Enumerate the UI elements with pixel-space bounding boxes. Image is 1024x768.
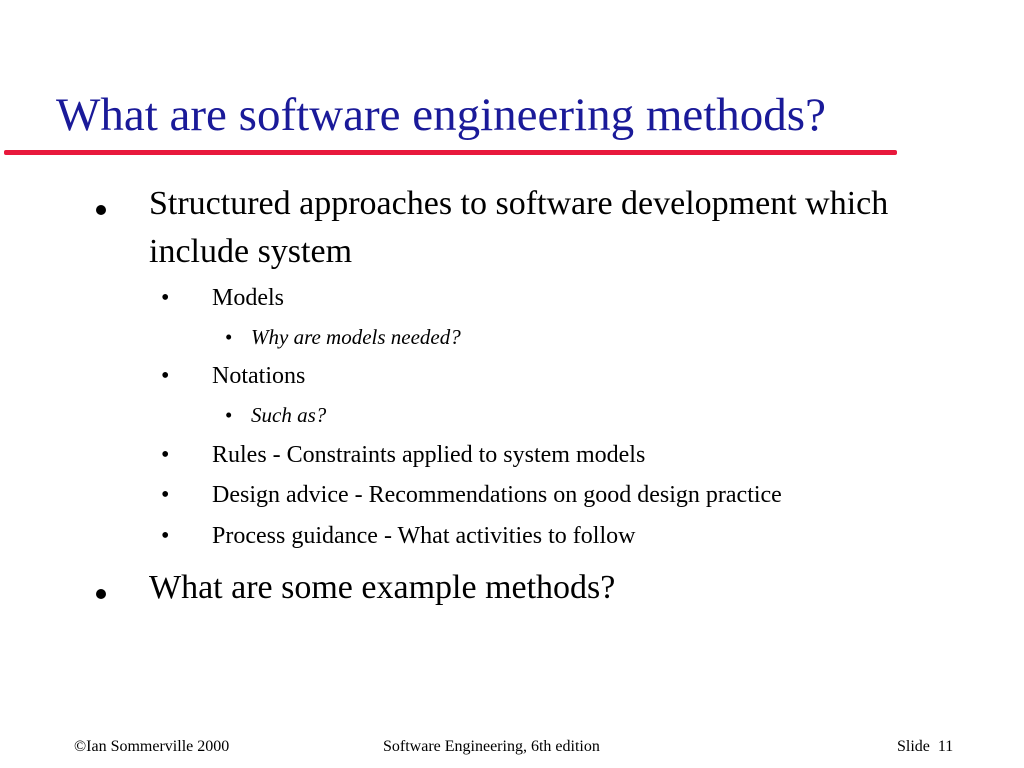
- sub-sub-bullet-why-models: Why are models needed?: [251, 325, 461, 349]
- sub-bullet-glyph: •: [161, 442, 170, 468]
- slide-title: What are software engineering methods?: [56, 89, 826, 141]
- sub-bullet-glyph: •: [161, 523, 170, 549]
- footer-copyright: ©Ian Sommerville 2000: [74, 738, 230, 755]
- sub-bullet-models: Models: [212, 285, 284, 311]
- sub-sub-bullet-glyph: •: [225, 403, 233, 427]
- bullet-structured-approaches: Structured approaches to software development which include system: [149, 185, 889, 270]
- bullet-example-methods: What are some example methods?: [149, 569, 616, 606]
- footer-slide-number: Slide 11: [897, 738, 954, 755]
- title-underline: [4, 150, 897, 155]
- sub-bullet-glyph: •: [161, 285, 170, 311]
- bullet-dot: [96, 205, 106, 215]
- sub-bullet-design-advice: Design advice - Recommendations on good design practice: [212, 482, 782, 508]
- sub-bullet-glyph: •: [161, 363, 170, 389]
- sub-bullet-rules: Rules - Constraints applied to system models: [212, 442, 646, 468]
- sub-sub-bullet-glyph: •: [225, 325, 233, 349]
- footer-book-title: Software Engineering, 6th edition: [383, 738, 600, 755]
- bullet-dot: [96, 589, 106, 599]
- sub-bullet-process-guidance: Process guidance - What activities to follow: [212, 523, 636, 549]
- sub-bullet-notations: Notations: [212, 363, 306, 389]
- sub-bullet-glyph: •: [161, 482, 170, 508]
- sub-sub-bullet-such-as: Such as?: [251, 403, 327, 427]
